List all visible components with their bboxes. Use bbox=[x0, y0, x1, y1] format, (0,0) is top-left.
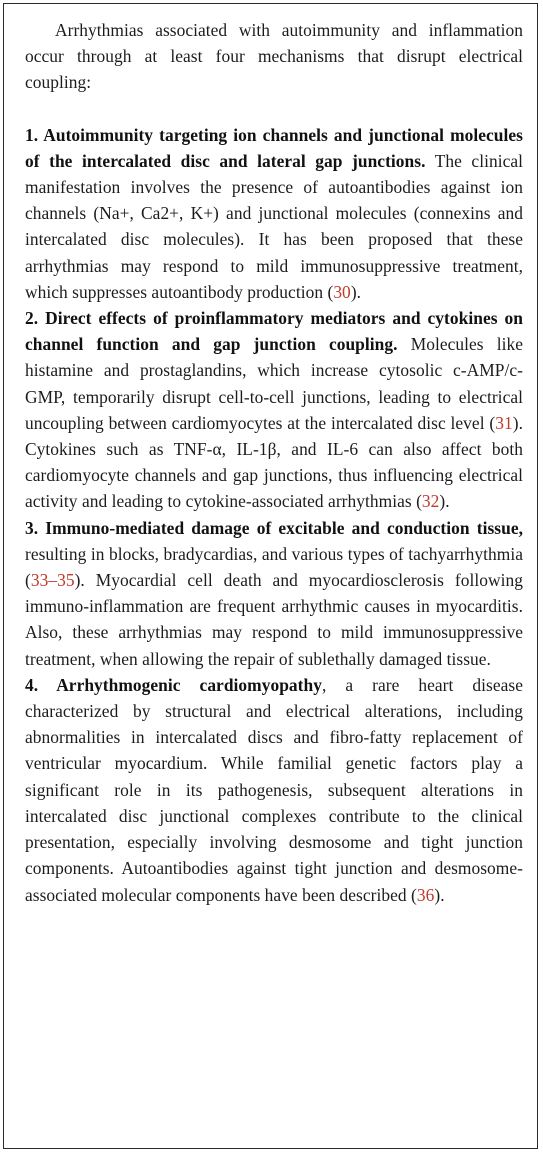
reference-link-30[interactable]: 30 bbox=[333, 281, 351, 302]
reference-link-36[interactable]: 36 bbox=[416, 884, 435, 905]
mechanism-1 bbox=[25, 122, 523, 305]
mechanism-4-text-end: ). bbox=[434, 884, 445, 905]
reference-link-32[interactable]: 32 bbox=[421, 491, 440, 512]
mechanism-2-text-mid: ). Cytokines such as TNF-α, IL-1β, and IL-6 can also affect both cardiomyocyte channels and gap junctions, thus influencing electrical activity and leading to cytokine-associated arrhythmias ( bbox=[25, 412, 523, 512]
mechanism-2-text: Molecules like histamine and prostaglandins, which increase cytosolic c-AMP/c-GMP, temporarily disrupt cell-to-cell junctions, leading to electrical uncoupling between cardiomyocytes at the intercalated disc level ( bbox=[25, 334, 524, 433]
mechanism-3-text-end: ). Myocardial cell death and myocardiosclerosis following immuno-inflammation are frequent arrhythmic causes in myocarditis. Also, these arrhythmias may respond to mild immunosuppressive treatment, when allowing the repair of sublethally damaged tissue. bbox=[25, 570, 523, 669]
mechanism-4-text: , a rare heart disease characterized by structural and electrical alterations, including abnormalities in intercalated discs and fibro-fatty replacement of ventricular myocardium. While familial genetic factors play a significant role in its pathogenesis, subsequent alterations in intercalated disc junctional complexes contribute to the clinical presentation, especially involving desmosome and tight junction components. Autoantibodies against tight junction and desmosome-associated molecular components have been described ( bbox=[25, 674, 523, 905]
mechanism-2-text-end: ). bbox=[439, 491, 450, 512]
mechanism-2-title: 2. Direct effects of proinflammatory mediators and cytokines on channel function and gap junction coupling. bbox=[25, 308, 523, 355]
mechanism-3-text: resulting in blocks, bradycardias, and various types of tachyarrhythmia ( bbox=[25, 543, 523, 591]
text-box bbox=[3, 3, 538, 1149]
mechanism-4 bbox=[25, 672, 523, 908]
mechanism-3 bbox=[25, 515, 523, 672]
box-content bbox=[25, 17, 523, 908]
mechanism-2 bbox=[25, 305, 523, 515]
mechanism-3-title: 3. Immuno-mediated damage of excitable and conduction tissue, bbox=[25, 517, 523, 538]
reference-link-33-35[interactable]: 33–35 bbox=[30, 570, 75, 591]
mechanism-1-text: The clinical manifestation involves the presence of autoantibodies against ion channels (Na+, Ca2+, K+) and junctional molecules (connexins and intercalated disc molecules). It has been proposed that these arrhythmias may respond to mild immunosuppressive treatment, which suppresses autoantibody production ( bbox=[25, 150, 524, 302]
mechanism-1-title: 1. Autoimmunity targeting ion channels and junctional molecules of the intercalated disc and lateral gap junctions. bbox=[25, 124, 523, 171]
reference-link-31[interactable]: 31 bbox=[495, 412, 513, 433]
mechanism-4-title: 4. Arrhythmogenic cardiomyopathy bbox=[25, 674, 322, 695]
intro-paragraph: Arrhythmias associated with autoimmunity and inflammation occur through at least four mechanisms that disrupt electrical coupling: bbox=[25, 20, 523, 93]
mechanism-1-text-end: ). bbox=[350, 281, 362, 302]
